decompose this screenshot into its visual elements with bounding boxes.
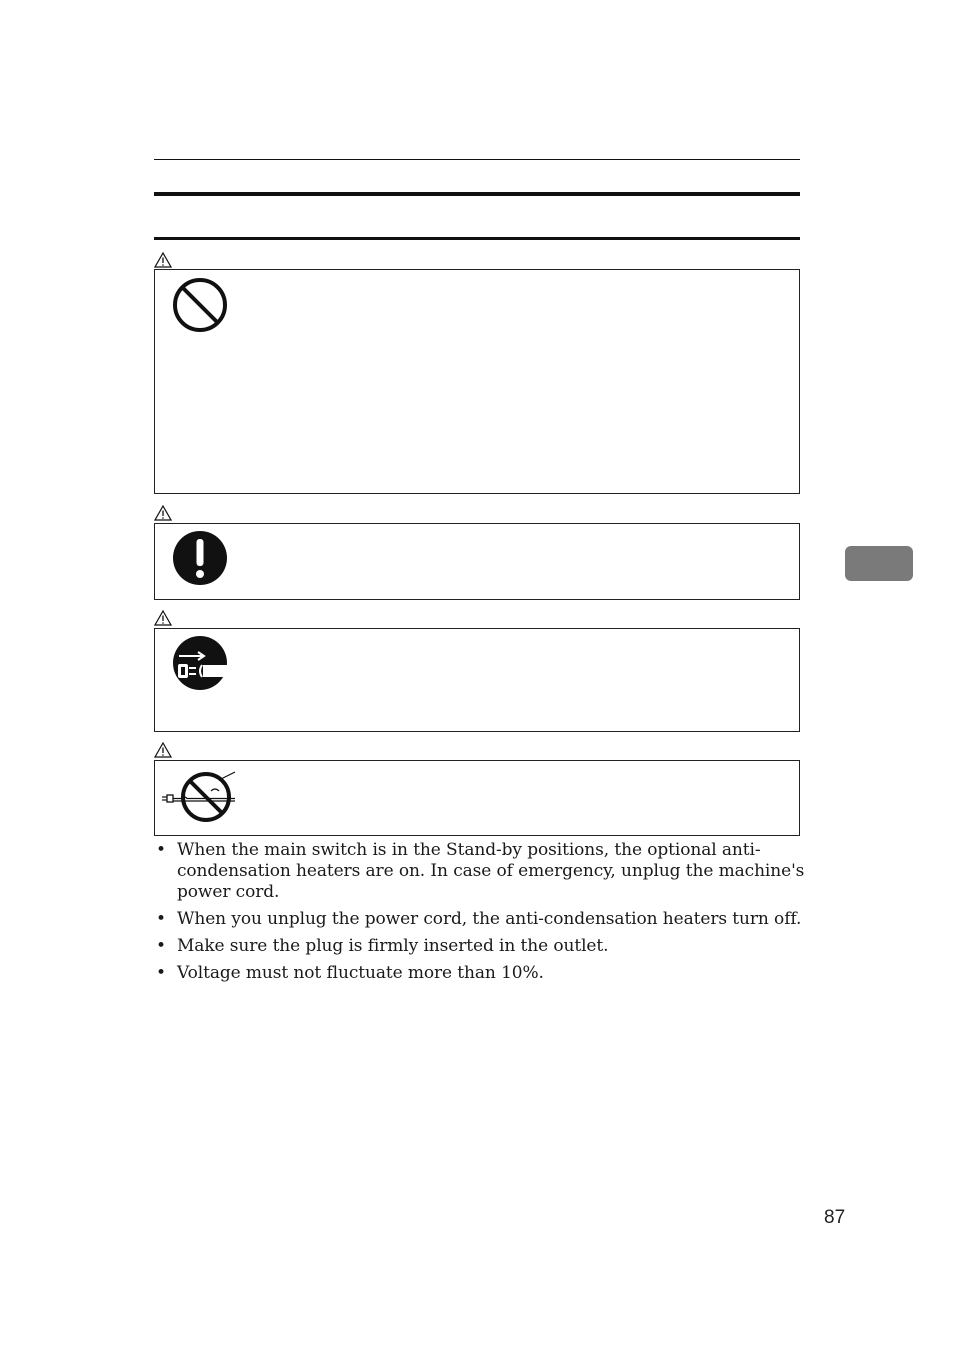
warning-triangle-icon [154, 252, 172, 268]
unplug-power-icon [172, 635, 228, 691]
page-number: 87 [824, 1207, 846, 1228]
chapter-tab [845, 546, 913, 581]
no-plug-icon [161, 769, 241, 825]
list-item: • When you unplug the power cord, the anti-condensation heaters turn off. [154, 909, 814, 930]
warning-box-prohibited [154, 269, 800, 494]
header-rule-thick [154, 192, 800, 196]
warning-box-no-plug [154, 760, 800, 836]
notes-list [154, 840, 814, 990]
warning-triangle-icon [154, 742, 172, 758]
warning-triangle-icon [154, 610, 172, 626]
list-item: • Make sure the plug is firmly inserted in the outlet. [154, 936, 814, 957]
warning-box-mandatory [154, 523, 800, 600]
prohibited-icon [172, 277, 228, 333]
list-item: • Voltage must not fluctuate more than 10%. [154, 963, 814, 984]
header-rule-thin [154, 159, 800, 160]
warning-box-unplug [154, 628, 800, 732]
mandatory-exclamation-icon [172, 530, 228, 586]
section-rule [154, 237, 800, 240]
list-item: • When the main switch is in the Stand-by positions, the optional anti-condensation heaters are on. In case of emergency, unplug the machine's power cord. [154, 840, 814, 903]
warning-triangle-icon [154, 505, 172, 521]
